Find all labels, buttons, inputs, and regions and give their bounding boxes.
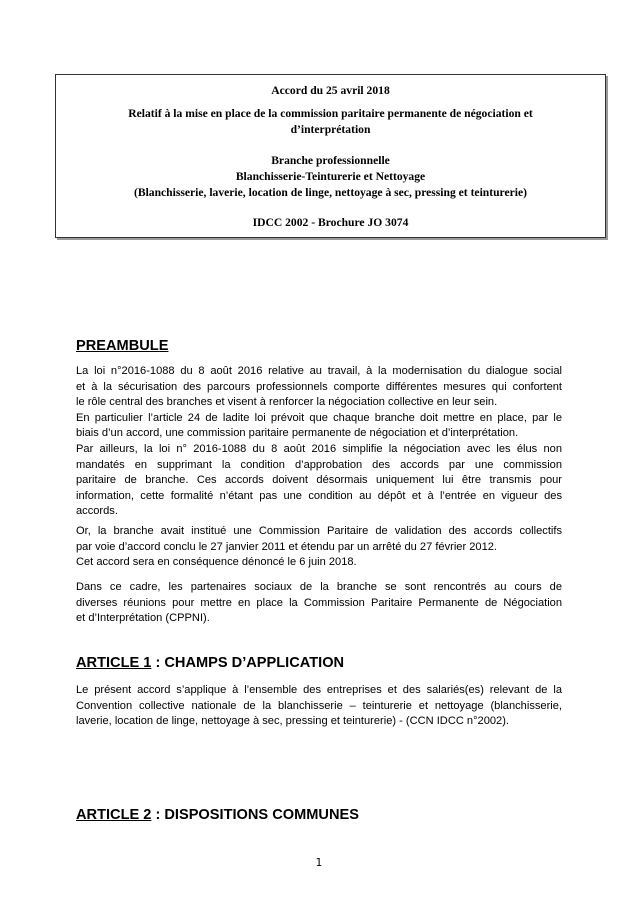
text-line: paritaire de branche. Ces accords doivent désormais uniquement lui être transmis pour <box>76 474 562 486</box>
text-line: et d’Interprétation (CPPNI). <box>76 612 210 624</box>
text-line: Convention collective nationale de la blanchisserie – teinturerie et nettoyage (blanchisserie, <box>76 699 562 712</box>
article-2-title: : DISPOSITIONS COMMUNES <box>151 807 359 823</box>
preambule-paragraph-3 <box>76 524 562 571</box>
text-line: par voie d’accord conclu le 27 janvier 2011 et étendu par un arrêté du 27 février 2012. <box>76 540 498 553</box>
branch-scope: (Blanchisserie, laverie, location de linge, nettoyage à sec, pressing et teinturerie) <box>133 186 528 199</box>
text-line: le rôle central des branches et visent à renforcer la négociation collective en leur sein. <box>76 396 498 408</box>
preambule-paragraph-2 <box>76 442 562 520</box>
text-line: Or, la branche avait institué une Commission Paritaire de validation des accords collectifs <box>76 525 562 537</box>
preambule-paragraph-1 <box>76 364 562 442</box>
text-line: En particulier l’article 24 de ladite loi prévoit que chaque branche doit mettre en place, par le <box>76 411 562 424</box>
article-1-title: : CHAMPS D’APPLICATION <box>151 655 345 671</box>
text-line: mandatés en supprimant la condition d’approbation des accords par une commission <box>76 458 562 471</box>
text-line: information, cette formalité n’étant pas une condition au dépôt et à l’entrée en vigueur des <box>76 489 562 502</box>
text-line: La loi n°2016-1088 du 8 août 2016 relative au travail, à la modernisation du dialogue social <box>76 365 562 377</box>
preambule-title-text: PREAMBULE <box>76 338 169 354</box>
text-line: Cet accord sera en conséquence dénoncé le 6 juin 2018. <box>76 556 357 568</box>
text-line: et à la sécurisation des parcours professionnels comporte différentes mesures qui confortent <box>76 380 562 393</box>
agreement-subject-line1: Relatif à la mise en place de la commission paritaire permanente de négociation et <box>128 107 533 120</box>
document-header-box <box>55 74 606 238</box>
branch-label: Branche professionnelle <box>271 154 390 167</box>
agreement-date: Accord du 25 avril 2018 <box>271 84 390 97</box>
text-line: diverses réunions pour mettre en place la Commission Paritaire Permanente de Négociation <box>76 596 562 609</box>
text-line: Dans ce cadre, les partenaires sociaux de la branche se sont rencontrés au cours de <box>76 581 562 593</box>
preambule-paragraph-4 <box>76 580 562 627</box>
article-1-heading <box>76 655 344 671</box>
article-1-label: ARTICLE 1 <box>76 655 152 671</box>
text-line: accords. <box>76 505 118 517</box>
preambule-title <box>76 338 168 354</box>
branch-name: Blanchisserie-Teinturerie et Nettoyage <box>235 170 426 183</box>
article-2-heading <box>76 807 359 823</box>
text-line: Le présent accord s’applique à l’ensemble des entreprises et des salariés(es) relevant de la <box>76 684 562 696</box>
page-number: 1 <box>315 857 323 869</box>
article-1-paragraph <box>76 683 562 730</box>
agreement-subject-line2: d’interprétation <box>290 123 371 136</box>
text-line: Par ailleurs, la loi n° 2016-1088 du 8 août 2016 simplifie la négociation avec les élus non <box>76 443 562 455</box>
text-line: laverie, location de linge, nettoyage à sec, pressing et teinturerie) - (CCN IDCC n°2002). <box>76 715 509 727</box>
idcc-reference: IDCC 2002 - Brochure JO 3074 <box>252 216 409 229</box>
article-2-label: ARTICLE 2 <box>76 807 152 823</box>
text-line: biais d’un accord, une commission paritaire permanente de négociation et d’interprétation. <box>76 427 519 439</box>
